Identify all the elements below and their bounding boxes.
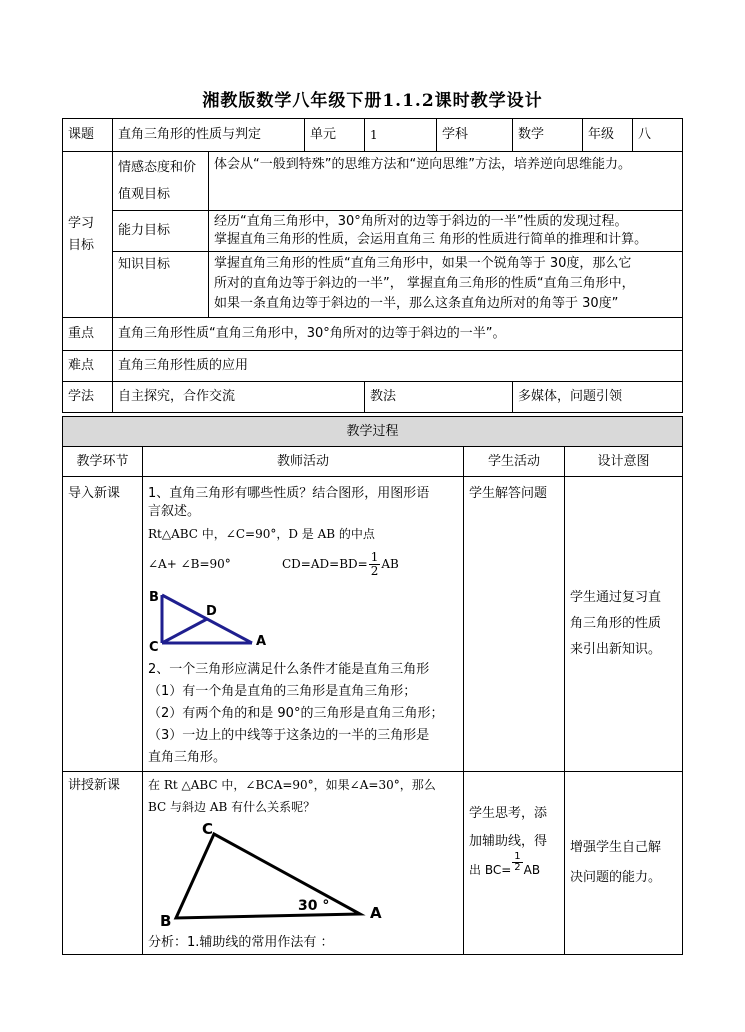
knowledge-goal-text: 掌握直角三角形的性质“直角三角形中，如果一个锐角等于 30度，那么它 所对的直角边等于斜边的一半”， 掌握直角三角形的性质“直角三角形中， 如果一条直角边等于斜边的一半，那么这条直角边所对的角等于 30度” <box>209 252 683 318</box>
learning-method-label: 学法 <box>63 382 113 413</box>
teaching-method-value: 多媒体，问题引领 <box>513 382 683 413</box>
new-teacher-activity: 在 Rt △ABC 中，∠BCA=90°，如果∠A=30°，那么 BC 与斜边 AB 有什么关系呢？ C B A 30 ° 分析：1.辅助线的常用作法有 ： <box>143 772 464 955</box>
intro-student-activity: 学生解答问题 <box>464 477 565 772</box>
label-c: C <box>149 640 159 655</box>
col-teacher: 教师活动 <box>143 447 464 477</box>
ability-goal-text: 经历“直角三角形中，30°角所对的边等于斜边的一半”性质的发现过程。 掌握直角三角形的性质，会运用直角三 角形的性质进行简单的推理和计算。 <box>209 211 683 252</box>
process-table <box>62 416 683 955</box>
col-student: 学生活动 <box>464 447 565 477</box>
knowledge-goal-label: 知识目标 <box>113 252 209 318</box>
intro-teacher-activity: 1、直角三角形有哪些性质？结合图形，用图形语 言叙述。 Rt△ABC 中，∠C=90°，D 是 AB 的中点 ∠A+ ∠B=90° CD=AD=BD= $\frac{1}{2}$ AB B C D A 2、一个三角形应满足什么条件才能是直角三角形 （1）有一个角是直角的三角形是直角三角形； （2）有两个角的和是 90°的三角形是直角三角形； （3）一边上的中线等于这条边的一半的三角形是 直角三角形。 <box>143 477 464 772</box>
intro-stage: 导入新课 <box>63 477 143 772</box>
unit-label: 单元 <box>305 119 365 152</box>
attitude-goal-text: 体会从“一般到特殊”的思维方法和“逆向思维”方法，培养逆向思维能力。 <box>209 152 683 211</box>
label-b: B <box>149 590 159 605</box>
new-stage: 讲授新课 <box>63 772 143 955</box>
subject-value: 数学 <box>513 119 583 152</box>
lesson-value: 直角三角形的性质与判定 <box>113 119 305 152</box>
col-stage: 教学环节 <box>63 447 143 477</box>
difficulty-label: 难点 <box>63 351 113 382</box>
page-title: 湘教版数学八年级下册1.1.2课时教学设计 <box>202 91 543 111</box>
attitude-goal-label: 情感态度和价 值观目标 <box>113 152 209 211</box>
grade-label: 年级 <box>583 119 633 152</box>
goals-label: 学习 目标 <box>63 152 113 318</box>
ability-goal-label: 能力目标 <box>113 211 209 252</box>
teaching-method-label: 教法 <box>365 382 513 413</box>
subject-label: 学科 <box>437 119 513 152</box>
angle-label: 30 ° <box>298 898 330 914</box>
label-a: A <box>256 634 267 649</box>
new-student-activity: 学生思考，添 加辅助线，得 出 BC= $\frac{1}{2}$ AB <box>464 772 565 955</box>
key-point-label: 重点 <box>63 318 113 351</box>
info-table <box>62 118 683 413</box>
learning-method-value: 自主探究，合作交流 <box>113 382 365 413</box>
new-design-intent: 增强学生自己解 决问题的能力。 <box>565 772 683 955</box>
grade-value: 八 <box>633 119 683 152</box>
label-c: C <box>202 820 214 838</box>
unit-value: 1 <box>365 119 437 152</box>
key-point-text: 直角三角形性质“直角三角形中，30°角所对的边等于斜边的一半”。 <box>113 318 683 351</box>
difficulty-text: 直角三角形性质的应用 <box>113 351 683 382</box>
label-a: A <box>370 904 382 922</box>
label-b: B <box>160 912 172 930</box>
right-triangle-figure <box>148 589 278 655</box>
label-d: D <box>206 604 217 619</box>
triangle-30-figure <box>148 818 448 934</box>
lesson-label: 课题 <box>63 119 113 152</box>
process-heading: 教学过程 <box>63 417 683 447</box>
col-design: 设计意图 <box>565 447 683 477</box>
intro-design-intent: 学生通过复习直 角三角形的性质 来引出新知识。 <box>565 477 683 772</box>
